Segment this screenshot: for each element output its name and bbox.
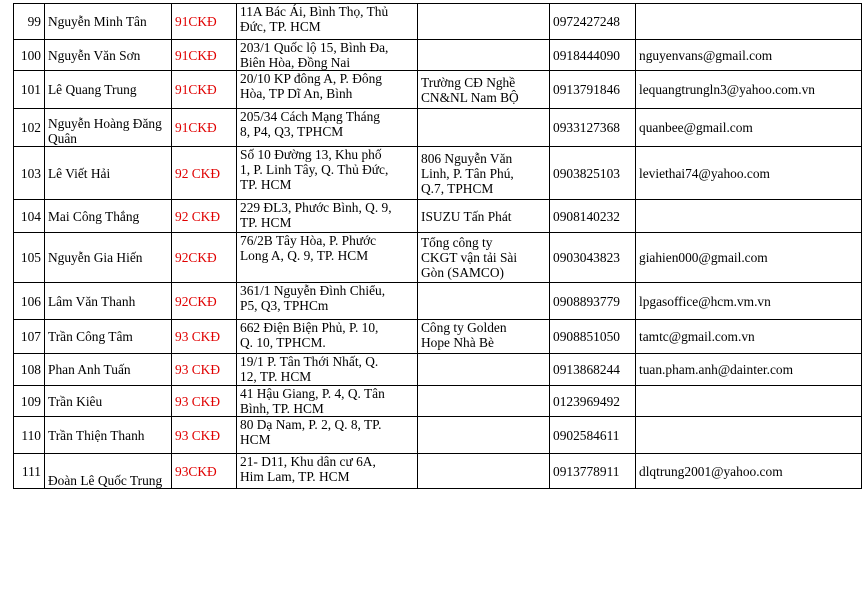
name-cell: Trần Thiện Thanh bbox=[45, 417, 172, 454]
email-cell: leviethai74@yahoo.com bbox=[636, 147, 862, 200]
workplace-cell bbox=[418, 386, 550, 417]
workplace-cell bbox=[418, 109, 550, 147]
address-line: HCM bbox=[240, 432, 271, 447]
table-row bbox=[14, 4, 862, 40]
address-line: 41 Hậu Giang, P. 4, Q. Tân bbox=[240, 386, 385, 401]
table-row bbox=[14, 417, 862, 454]
row-number-cell: 101 bbox=[14, 71, 45, 109]
row-number-cell: 106 bbox=[14, 283, 45, 320]
email-cell bbox=[636, 4, 862, 40]
phone-cell: 0908140232 bbox=[550, 200, 636, 233]
table-row bbox=[14, 71, 862, 109]
row-number-cell: 102 bbox=[14, 109, 45, 147]
class-code-cell: 91CKĐ bbox=[172, 71, 237, 109]
table-body bbox=[14, 4, 862, 489]
name-cell: Nguyễn Hoàng Đăng Quân bbox=[45, 109, 172, 147]
row-number-cell: 108 bbox=[14, 354, 45, 386]
workplace-cell bbox=[418, 283, 550, 320]
name-cell: Phan Anh Tuấn bbox=[45, 354, 172, 386]
address-line: 11A Bác Ái, Bình Thọ, Thủ bbox=[240, 4, 389, 19]
address-line: Bình, TP. HCM bbox=[240, 401, 324, 416]
address-line: 20/10 KP đông A, P. Đông bbox=[240, 71, 382, 86]
email-cell: quanbee@gmail.com bbox=[636, 109, 862, 147]
workplace-cell bbox=[418, 354, 550, 386]
email-cell: lequangtrungln3@yahoo.com.vn bbox=[636, 71, 862, 109]
workplace-cell bbox=[418, 454, 550, 489]
phone-cell: 0933127368 bbox=[550, 109, 636, 147]
address-cell bbox=[237, 320, 418, 354]
table-row bbox=[14, 109, 862, 147]
name-cell: Đoàn Lê Quốc Trung bbox=[45, 454, 172, 489]
address-line: Đức, TP. HCM bbox=[240, 19, 321, 34]
class-code-cell: 92 CKĐ bbox=[172, 147, 237, 200]
row-number-cell: 104 bbox=[14, 200, 45, 233]
table-row bbox=[14, 454, 862, 489]
address-line: 76/2B Tây Hòa, P. Phước bbox=[240, 233, 377, 248]
workplace-line: Tổng công ty bbox=[421, 235, 493, 250]
class-code-cell: 91CKĐ bbox=[172, 4, 237, 40]
workplace-line: Trường CĐ Nghề bbox=[421, 74, 516, 90]
address-line: Q. 10, TPHCM. bbox=[240, 335, 326, 350]
address-cell bbox=[237, 417, 418, 454]
phone-cell: 0913868244 bbox=[550, 354, 636, 386]
workplace-line: Hope Nhà Bè bbox=[421, 335, 494, 350]
workplace-line: CKGT vận tải Sài bbox=[421, 250, 518, 265]
phone-cell: 0908851050 bbox=[550, 320, 636, 354]
address-cell bbox=[237, 4, 418, 40]
table-row bbox=[14, 354, 862, 386]
workplace-line: Q.7, TPHCM bbox=[421, 180, 494, 196]
phone-cell: 0908893779 bbox=[550, 283, 636, 320]
row-number-cell: 100 bbox=[14, 40, 45, 71]
phone-cell: 0903043823 bbox=[550, 233, 636, 283]
address-line: Him Lam, TP. HCM bbox=[240, 469, 350, 484]
address-cell bbox=[237, 147, 418, 200]
name-cell: Nguyễn Minh Tân bbox=[45, 4, 172, 40]
address-line: 229 ĐL3, Phước Bình, Q. 9, bbox=[240, 200, 392, 215]
class-code-cell: 91CKĐ bbox=[172, 40, 237, 71]
phone-cell: 0902584611 bbox=[550, 417, 636, 454]
phone-cell: 0123969492 bbox=[550, 386, 636, 417]
row-number-cell: 110 bbox=[14, 417, 45, 454]
table-row bbox=[14, 40, 862, 71]
address-cell bbox=[237, 40, 418, 71]
name-cell: Trần Kiêu bbox=[45, 386, 172, 417]
workplace-cell bbox=[418, 40, 550, 71]
workplace-cell bbox=[418, 4, 550, 40]
address-line: TP. HCM bbox=[240, 177, 292, 192]
workplace-line: Gòn (SAMCO) bbox=[421, 265, 504, 280]
row-number-cell: 111 bbox=[14, 454, 45, 489]
address-line: 12, TP. HCM bbox=[240, 369, 312, 384]
phone-cell: 0918444090 bbox=[550, 40, 636, 71]
row-number-cell: 103 bbox=[14, 147, 45, 200]
class-code-cell: 93 CKĐ bbox=[172, 386, 237, 417]
address-cell bbox=[237, 283, 418, 320]
row-number-cell: 107 bbox=[14, 320, 45, 354]
class-code-cell: 93 CKĐ bbox=[172, 320, 237, 354]
workplace-line: 806 Nguyễn Văn bbox=[421, 150, 513, 166]
class-code-cell: 92 CKĐ bbox=[172, 200, 237, 233]
phone-cell: 0913778911 bbox=[550, 454, 636, 489]
workplace-cell bbox=[418, 233, 550, 283]
name-cell: Lâm Văn Thanh bbox=[45, 283, 172, 320]
address-line: 361/1 Nguyễn Đình Chiểu, bbox=[240, 283, 386, 298]
workplace-cell bbox=[418, 147, 550, 200]
class-code-cell: 92CKĐ bbox=[172, 283, 237, 320]
table-row bbox=[14, 200, 862, 233]
row-number-cell: 99 bbox=[14, 4, 45, 40]
workplace-line: Công ty Golden bbox=[421, 320, 507, 335]
email-cell: nguyenvans@gmail.com bbox=[636, 40, 862, 71]
workplace-cell bbox=[418, 71, 550, 109]
address-line: 80 Dạ Nam, P. 2, Q. 8, TP. bbox=[240, 417, 382, 432]
address-cell bbox=[237, 200, 418, 233]
email-cell bbox=[636, 200, 862, 233]
class-code-cell: 91CKĐ bbox=[172, 109, 237, 147]
alumni-contact-table bbox=[13, 3, 862, 489]
email-cell: dlqtrung2001@yahoo.com bbox=[636, 454, 862, 489]
email-cell: lpgasoffice@hcm.vm.vn bbox=[636, 283, 862, 320]
class-code-cell: 92CKĐ bbox=[172, 233, 237, 283]
name-cell: Mai Công Thắng bbox=[45, 200, 172, 233]
address-cell bbox=[237, 233, 418, 283]
table-row bbox=[14, 147, 862, 200]
name-cell: Lê Viết Hải bbox=[45, 147, 172, 200]
email-cell: tuan.pham.anh@dainter.com bbox=[636, 354, 862, 386]
address-line: 203/1 Quốc lộ 15, Bình Đa, bbox=[240, 40, 389, 55]
name-cell: Lê Quang Trung bbox=[45, 71, 172, 109]
email-cell: giahien000@gmail.com bbox=[636, 233, 862, 283]
phone-cell: 0913791846 bbox=[550, 71, 636, 109]
address-line: P5, Q3, TPHCm bbox=[240, 298, 329, 313]
email-cell bbox=[636, 417, 862, 454]
address-line: Số 10 Đường 13, Khu phố bbox=[240, 147, 382, 162]
address-line: 19/1 P. Tân Thới Nhất, Q. bbox=[240, 354, 379, 369]
workplace-cell bbox=[418, 417, 550, 454]
row-number-cell: 105 bbox=[14, 233, 45, 283]
phone-cell: 0972427248 bbox=[550, 4, 636, 40]
address-cell bbox=[237, 354, 418, 386]
phone-cell: 0903825103 bbox=[550, 147, 636, 200]
address-line: 21- D11, Khu dân cư 6A, bbox=[240, 454, 376, 469]
workplace-line: CN&NL Nam BỘ bbox=[421, 89, 519, 105]
table-row bbox=[14, 320, 862, 354]
address-cell bbox=[237, 454, 418, 489]
table-row bbox=[14, 386, 862, 417]
address-line: TP. HCM bbox=[240, 215, 292, 230]
email-cell bbox=[636, 386, 862, 417]
address-line: Long A, Q. 9, TP. HCM bbox=[240, 248, 369, 263]
table-row bbox=[14, 233, 862, 283]
name-cell: Trần Công Tâm bbox=[45, 320, 172, 354]
workplace-cell bbox=[418, 320, 550, 354]
address-line: Biên Hòa, Đồng Nai bbox=[240, 55, 351, 70]
workplace-line: ISUZU Tấn Phát bbox=[421, 208, 512, 224]
name-cell: Nguyễn Văn Sơn bbox=[45, 40, 172, 71]
address-line: 662 Điện Biện Phủ, P. 10, bbox=[240, 320, 379, 335]
address-cell bbox=[237, 71, 418, 109]
workplace-line: Linh, P. Tân Phú, bbox=[421, 165, 514, 181]
address-cell bbox=[237, 109, 418, 147]
class-code-cell: 93 CKĐ bbox=[172, 354, 237, 386]
address-line: Hòa, TP Dĩ An, Bình bbox=[240, 86, 353, 101]
row-number-cell: 109 bbox=[14, 386, 45, 417]
address-cell bbox=[237, 386, 418, 417]
email-cell: tamtc@gmail.com.vn bbox=[636, 320, 862, 354]
class-code-cell: 93 CKĐ bbox=[172, 417, 237, 454]
table-row bbox=[14, 283, 862, 320]
address-line: 205/34 Cách Mạng Tháng bbox=[240, 109, 380, 124]
workplace-cell bbox=[418, 200, 550, 233]
address-line: 8, P4, Q3, TPHCM bbox=[240, 124, 344, 139]
address-line: 1, P. Linh Tây, Q. Thủ Đức, bbox=[240, 162, 389, 177]
class-code-cell: 93CKĐ bbox=[172, 454, 237, 489]
name-cell: Nguyễn Gia Hiến bbox=[45, 233, 172, 283]
